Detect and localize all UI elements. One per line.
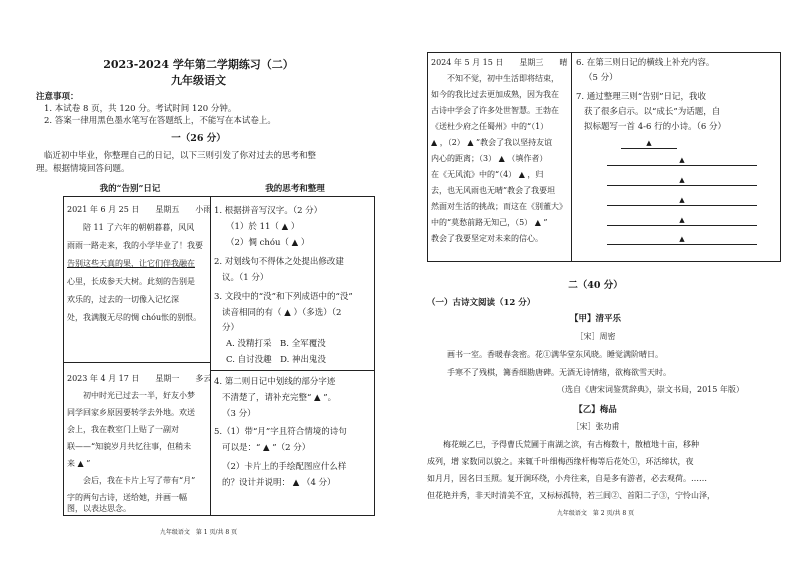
- question-7-cont: 拟标题写一首 4-6 行的小诗。（6 分）: [584, 122, 726, 132]
- question-2-cont: 议。（1 分）: [222, 273, 269, 283]
- diary-separator: [63, 362, 210, 363]
- note-1: 1. 本试卷 8 页，共 120 分。考试时间 120 分钟。: [44, 104, 237, 114]
- diary-2-line: 图，以表达思念。: [67, 504, 131, 513]
- question-separator: [210, 370, 375, 371]
- diary-2-date: 2023 年 4 月 17 日 星期一 多云: [67, 374, 212, 383]
- text-yi-line: 梅花蜕乙巳，予得曹氏荒圃于南湖之滨，有古梅数十，散植地十亩，移种: [427, 440, 699, 449]
- diary-1-line: 陪 11 了六年的朝朝暮暮，风风: [67, 223, 195, 232]
- question-5-1: 5.（1）带“月”字且符合情境的诗句: [214, 427, 347, 437]
- intro-line-1: 临近初中毕业，你整理自己的日记，以下三则引发了你对过去的思考和整: [44, 151, 317, 161]
- exam-title: 2023-2024 学年第二学期练习（二）: [103, 58, 294, 71]
- table-divider: [571, 52, 572, 262]
- answer-line[interactable]: ▲: [607, 234, 757, 245]
- question-3-cont: 读音相同的有（ ▲ ）（多选）（2: [222, 308, 342, 318]
- question-7: 7. 通过整理三则“告别”日记，我收: [576, 92, 707, 102]
- diary-3-line: 《送杜少府之任蜀州》中的“（1）: [431, 122, 549, 131]
- answer-line-title[interactable]: ▲: [621, 138, 677, 149]
- diary-1-line: 雨雨一路走来，我的小学毕业了！我要: [67, 241, 203, 250]
- diary-1-line: 告别这些天真的果，让它们伴我融在: [67, 259, 195, 268]
- text-yi-title: 【乙】梅品: [574, 405, 617, 415]
- diary-3-line: 如今的我比过去更加成熟，因为我在: [431, 90, 559, 99]
- section-2-heading: 二（40 分）: [568, 280, 623, 291]
- text-yi-author: ［宋］张功甫: [571, 422, 620, 431]
- poem-jia-line: 手寒不了残棋，篝香细勘唐碑。无酒无诗情绪，欲梅欲雪天时。: [447, 368, 671, 377]
- answer-line[interactable]: ▲: [607, 175, 757, 186]
- diary-1-line: 心里，长成参天大树。此刻的告别是: [67, 277, 195, 286]
- answer-line[interactable]: ▲: [607, 215, 757, 226]
- question-7-cont: 获了很多启示。以“成长”为话题，自: [584, 107, 721, 117]
- diary-3-line: 中的“莫愁前路无知己，（5） ▲ ”: [431, 218, 548, 227]
- question-3-cont: 分）: [222, 323, 240, 333]
- diary-2-line: 初中时光已过去一半，好友小梦: [67, 391, 195, 400]
- diary-3-line: 然面对生活的挑战；而这在《别董大》: [431, 202, 567, 211]
- diary-2-line: 联——“知貌岁月共忆往事，但稍未: [67, 442, 192, 451]
- subsection-1-heading: （一）古诗文阅读（12 分）: [427, 298, 536, 308]
- exam-subject: 九年级语文: [171, 74, 226, 87]
- diary-3-line: ▲ ，（2） ▲ ”教会了我以坚持友谊: [431, 138, 553, 147]
- question-4: 4. 第二则日记中划线的部分字迹: [214, 377, 336, 387]
- text-yi-line: 但花艳并秀，非天时清美不宜，又标标孤特，若三闾②、首阳二子③，宁怜山泽，: [427, 491, 715, 500]
- question-5-1-cont: 可以是：“ ▲ ”（2 分）: [222, 443, 311, 453]
- diary-1-line: 欢乐的，过去的一切像入记忆深: [67, 295, 179, 304]
- poem-jia-title: 【甲】清平乐: [569, 314, 621, 324]
- diary-3-line: 内心的距离；（3） ▲ （填作者）: [431, 154, 548, 163]
- poem-jia-line: 画书一室。香暖春衾密。花①满华堂东风晓。睡觉满阶晴日。: [447, 350, 663, 359]
- diary-1-date: 2021 年 6 月 25 日 星期五 小雨: [67, 205, 212, 214]
- question-6: 6. 在第三则日记的横线上补充内容。: [576, 58, 715, 68]
- table-divider: [210, 196, 211, 516]
- page-right: [397, 0, 794, 561]
- notes-title: 注意事项：: [36, 92, 79, 102]
- section-1-heading: 一（26 分）: [171, 133, 226, 144]
- diary-2-line: 字的两句古诗，送给她，并画一幅: [67, 493, 187, 502]
- question-1-1: （1）於 11（ ▲ ）: [226, 222, 300, 232]
- diary-1-line: 处，我满腹无尽的惆 chóu怅的别恨。: [67, 313, 202, 322]
- note-2: 2. 答案一律用黑色墨水笔写在答题纸上，不能写在本试卷上。: [44, 116, 276, 126]
- diary-3-line: 去，也无风雨也无晴”教会了我要坦: [431, 186, 556, 195]
- text-yi-line: 如月月，因名曰玉照。复开涧环绕，小舟往来，自是多有游者，必去观荷。……: [427, 474, 707, 483]
- col-header-diary: 我的“告别”日记: [99, 184, 161, 194]
- diary-3-date: 2024 年 5 月 15 日 星期三 晴: [431, 58, 568, 67]
- footer-left: 九年级语文 第 1 页/共 8 页: [159, 529, 238, 536]
- question-6-score: （5 分）: [584, 73, 618, 83]
- col-header-thoughts: 我的思考和整理: [265, 184, 325, 194]
- diary-2-line: 同学回家乡原因要转学去外地。欢送: [67, 408, 195, 417]
- question-2: 2. 对划线句不得体之处提出修改建: [214, 257, 344, 267]
- diary-3-line: 古诗中学会了许多处世智慧。王勃在: [431, 106, 559, 115]
- diary-2-line: 来 ▲ ”: [67, 459, 91, 468]
- poem-jia-source: （选自《唐宋词鉴赏辞典》，崇文书局，2015 年版）: [557, 385, 744, 394]
- text-yi-line: 成列，增 家数同以貌之。来辄千叶细梅西缘杆梅等后花处①，环活缔状，夜: [427, 457, 694, 466]
- diary-2-line: 会上，我在教室门上贴了一副对: [67, 425, 179, 434]
- option-a-b: A. 没精打采 B. 全军覆没: [226, 339, 326, 349]
- intro-line-2: 理。根据情境回答问题。: [36, 164, 130, 174]
- diary-2-line: 会后，我在卡片上写了带有“月”: [67, 476, 196, 485]
- diary-3-line: 在《无风流》中的“（4） ▲ ，归: [431, 170, 544, 179]
- footer-right: 九年级语文 第 2 页/共 8 页: [556, 510, 635, 517]
- question-4-score: （3 分）: [222, 409, 256, 419]
- answer-line[interactable]: ▲: [607, 195, 757, 206]
- question-3: 3. 文段中的“没”和下列成语中的“没”: [214, 292, 353, 302]
- question-4-cont: 不清楚了，请补充完整“ ▲ ”。: [222, 393, 337, 403]
- option-c-d: C. 自讨没趣 D. 神出鬼没: [226, 355, 327, 365]
- diary-3-line: 教会了我要坚定对未来的信心。: [431, 234, 543, 243]
- question-1-2: （2）惆 chóu（ ▲ ）: [226, 238, 310, 248]
- poem-jia-author: ［宋］周密: [575, 332, 616, 341]
- question-5-2-cont: 的？设计并说明： ▲ （4 分）: [222, 478, 336, 488]
- answer-line[interactable]: ▲: [607, 155, 757, 166]
- question-5-2: （2）卡片上的手绘配图应什么样: [222, 462, 347, 472]
- question-1: 1. 根据拼音写汉字。（2 分）: [214, 206, 323, 216]
- diary-3-line: 不知不觉，初中生活即将结束，: [431, 74, 559, 83]
